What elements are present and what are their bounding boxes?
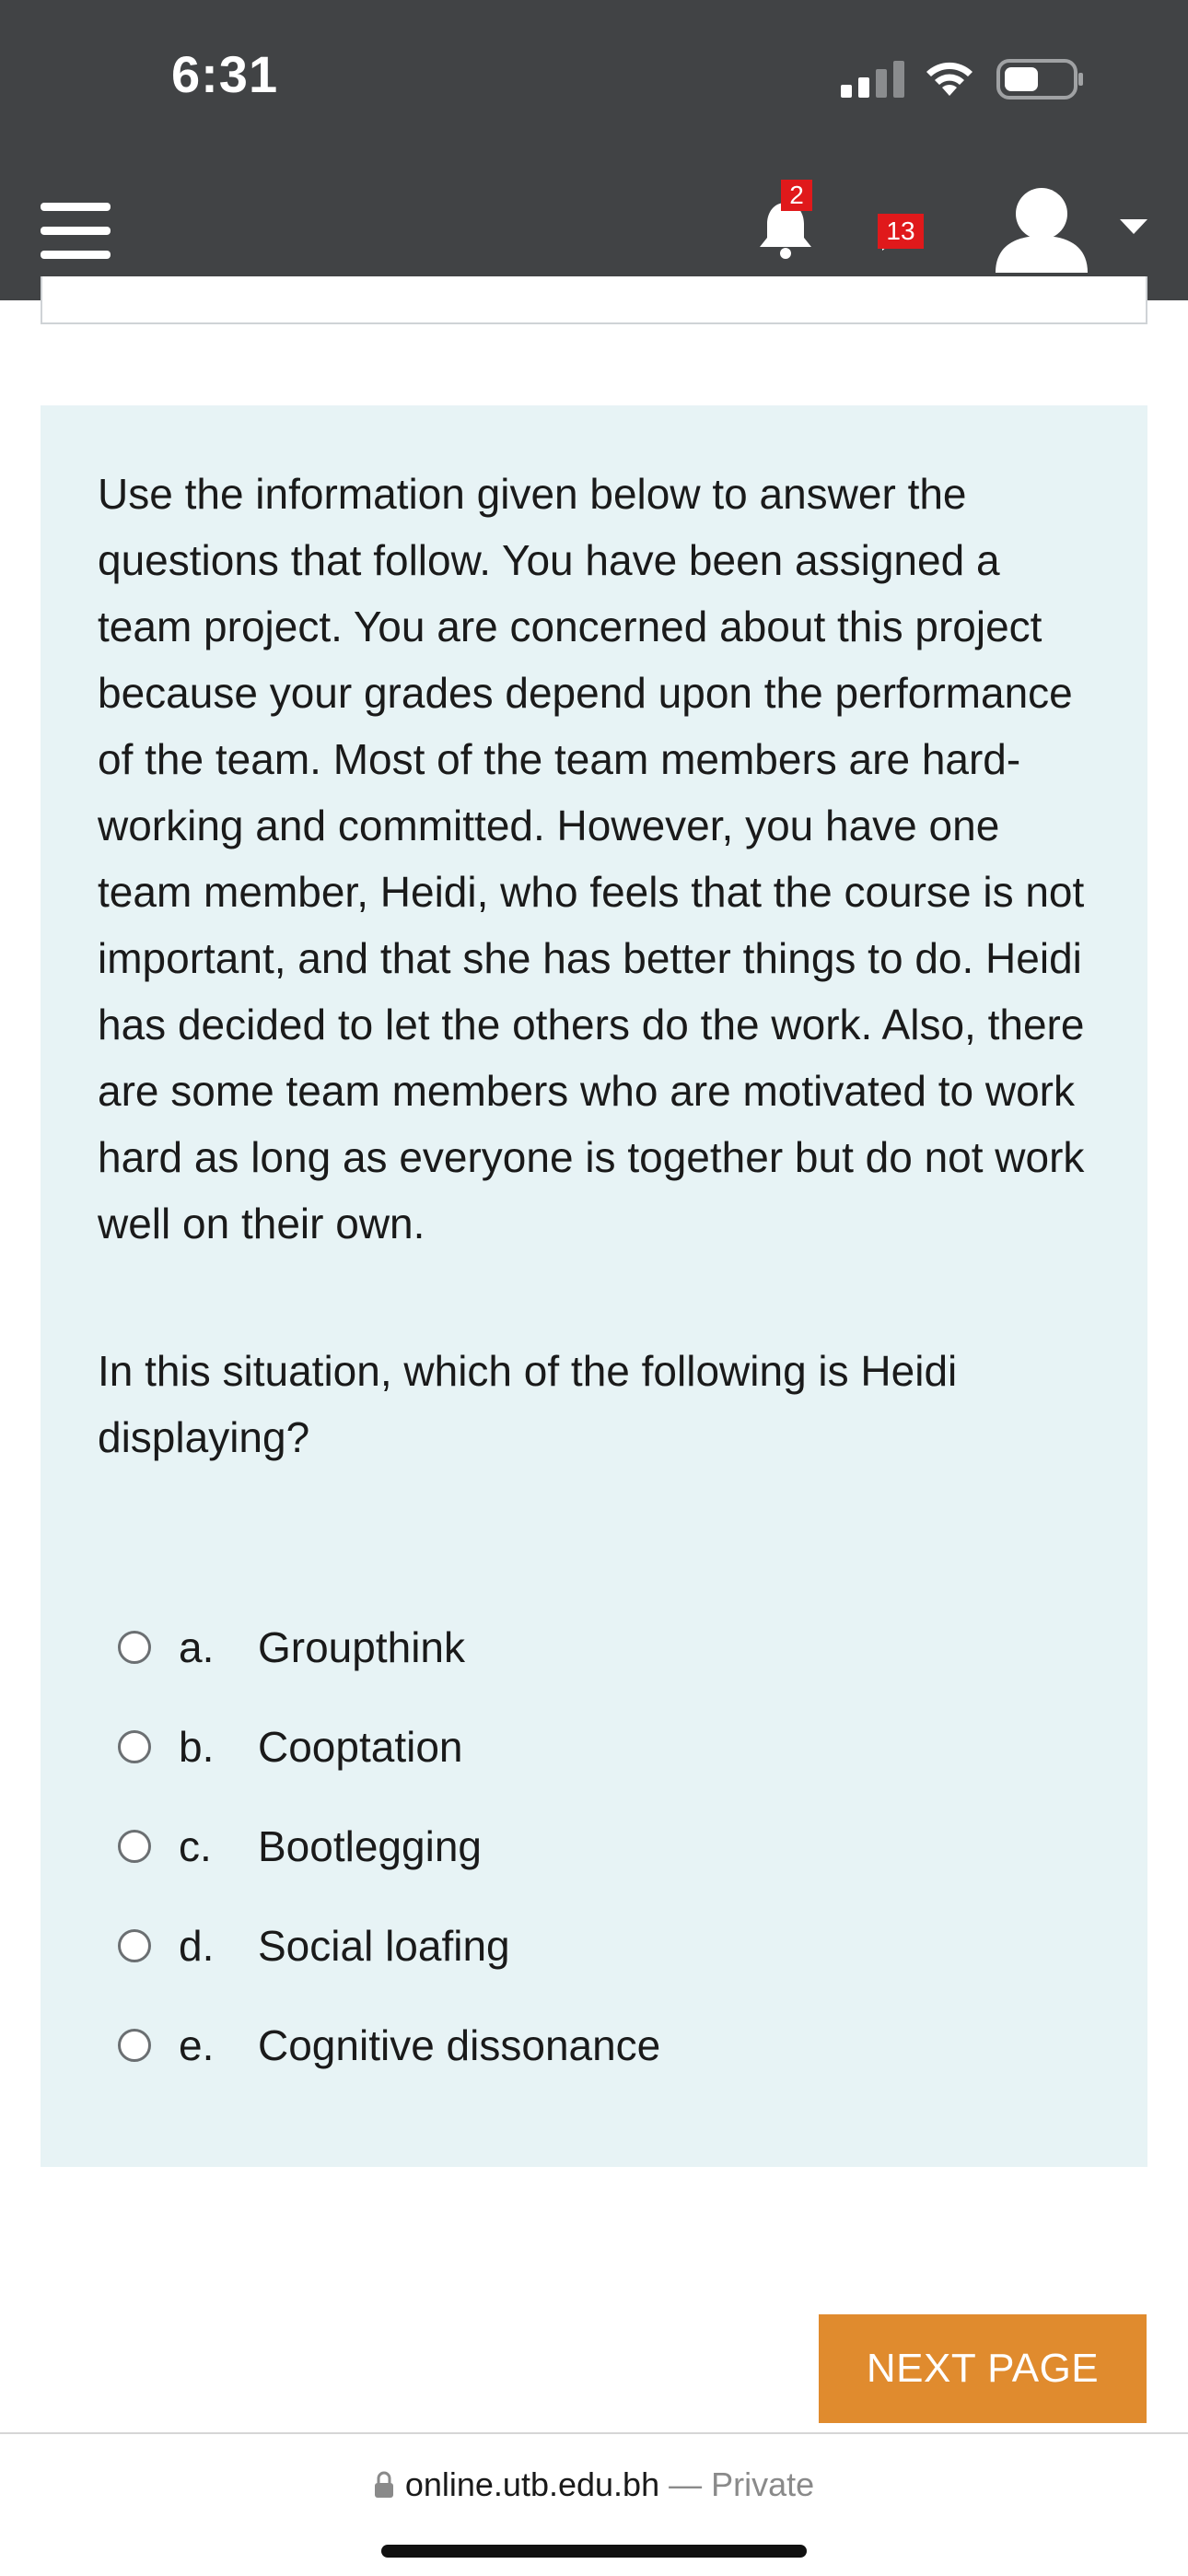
answer-label: Groupthink xyxy=(258,1623,466,1671)
answer-options xyxy=(118,1614,1039,2112)
url-separator: — xyxy=(659,2465,712,2503)
cellular-signal-icon xyxy=(841,61,907,98)
message-count-badge: 13 xyxy=(878,214,924,249)
lock-icon xyxy=(374,2471,394,2499)
wifi-icon xyxy=(924,57,975,98)
private-mode-label: Private xyxy=(711,2465,815,2503)
browser-bottom-bar xyxy=(0,2432,1188,2576)
radio-button[interactable] xyxy=(118,1830,151,1863)
next-page-button[interactable]: NEXT PAGE xyxy=(819,2314,1147,2423)
answer-option-e[interactable] xyxy=(118,2012,1039,2112)
radio-button[interactable] xyxy=(118,1929,151,1962)
answer-label: Cooptation xyxy=(258,1723,463,1771)
answer-letter: d. xyxy=(179,1922,215,1970)
answer-option-a[interactable] xyxy=(118,1614,1039,1714)
question-card xyxy=(41,405,1147,2167)
question-text: Use the information given below to answer the questions that follow. You have been assigned a team project. You are concerned about this project because your grades depend upon the performance of the team. Most of the team members are hard-working and committed. However, you have one team member, Heidi, who feels that the course is not important, and that she has better things to do. Heidi has decided to let the others do the work. Also, there are some team members who are motivated to work hard as long as everyone is together but do not work well on their own. xyxy=(98,470,1085,1247)
radio-button[interactable] xyxy=(118,1631,151,1664)
answer-option-d[interactable] xyxy=(118,1913,1039,2012)
radio-button[interactable] xyxy=(118,1730,151,1763)
question-prompt: In this situation, which of the following is Heidi displaying? xyxy=(98,1347,958,1461)
answer-letter: e. xyxy=(179,2021,215,2069)
notification-count-badge: 2 xyxy=(781,180,812,211)
header xyxy=(0,0,1188,300)
battery-icon xyxy=(996,57,1085,101)
answer-label: Social loafing xyxy=(258,1922,510,1970)
url-text: online.utb.edu.bh xyxy=(404,2465,660,2503)
radio-button[interactable] xyxy=(118,2029,151,2062)
answer-label: Cognitive dissonance xyxy=(258,2021,661,2069)
address-bar[interactable] xyxy=(0,2465,1188,2504)
answer-letter: c. xyxy=(179,1822,212,1870)
previous-content-box xyxy=(41,276,1147,324)
answer-label: Bootlegging xyxy=(258,1822,482,1870)
answer-letter: a. xyxy=(179,1623,215,1671)
status-time: 6:31 xyxy=(171,45,279,103)
user-menu-button[interactable] xyxy=(985,181,1151,287)
answer-letter: b. xyxy=(179,1723,215,1771)
home-indicator[interactable] xyxy=(381,2545,807,2558)
hamburger-menu-icon[interactable] xyxy=(41,203,111,260)
chevron-down-icon xyxy=(1120,219,1147,234)
answer-option-c[interactable] xyxy=(118,1813,1039,1913)
user-avatar-icon xyxy=(991,181,1092,282)
answer-option-b[interactable] xyxy=(118,1714,1039,1813)
